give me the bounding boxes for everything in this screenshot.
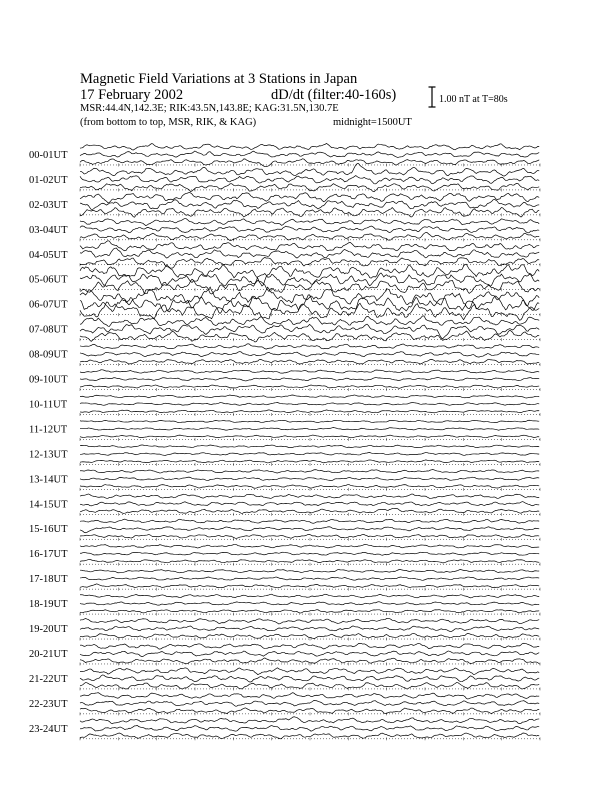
trace-KAG-20-21UT — [80, 643, 539, 649]
trace-RIK-23-24UT — [80, 725, 539, 731]
trace-MSR-00-01UT — [80, 159, 539, 167]
hour-label-16-17UT: 16-17UT — [29, 549, 68, 561]
trace-MSR-12-13UT — [80, 460, 539, 463]
trace-KAG-16-17UT — [80, 544, 539, 548]
trace-KAG-00-01UT — [80, 143, 539, 150]
trace-RIK-10-11UT — [80, 402, 539, 405]
hour-label-21-22UT: 21-22UT — [29, 673, 68, 685]
trace-KAG-14-15UT — [80, 494, 539, 499]
trace-MSR-14-15UT — [80, 509, 539, 514]
trace-RIK-18-19UT — [80, 602, 539, 605]
trace-KAG-12-13UT — [80, 445, 539, 448]
trace-KAG-19-20UT — [80, 618, 539, 624]
hour-label-18-19UT: 18-19UT — [29, 599, 68, 611]
trace-KAG-06-07UT — [80, 287, 539, 309]
hour-label-23-24UT: 23-24UT — [29, 723, 68, 735]
trace-KAG-04-05UT — [80, 241, 539, 251]
trace-RIK-05-06UT — [80, 273, 539, 286]
trace-KAG-09-10UT — [80, 370, 539, 373]
trace-MSR-02-03UT — [80, 208, 539, 218]
trace-KAG-21-22UT — [80, 668, 539, 675]
trace-RIK-19-20UT — [80, 626, 539, 632]
trace-RIK-01-02UT — [80, 176, 539, 184]
trace-RIK-11-12UT — [80, 428, 539, 431]
hour-label-11-12UT: 11-12UT — [29, 424, 68, 436]
trace-MSR-19-20UT — [80, 633, 539, 638]
trace-KAG-13-14UT — [80, 470, 539, 474]
hour-label-04-05UT: 04-05UT — [29, 249, 68, 261]
station-coordinates: MSR:44.4N,142.3E; RIK:43.5N,143.8E; KAG:31.5N,130.7E — [80, 103, 339, 114]
trace-MSR-23-24UT — [80, 733, 539, 739]
hour-label-10-11UT: 10-11UT — [29, 399, 68, 411]
trace-RIK-12-13UT — [80, 452, 539, 455]
trace-RIK-21-22UT — [80, 675, 539, 682]
trace-KAG-18-19UT — [80, 594, 539, 598]
hour-label-17-18UT: 17-18UT — [29, 574, 68, 586]
hour-label-08-09UT: 08-09UT — [29, 349, 68, 361]
hour-label-01-02UT: 01-02UT — [29, 174, 68, 186]
trace-MSR-04-05UT — [80, 257, 539, 268]
hour-label-03-04UT: 03-04UT — [29, 224, 68, 236]
trace-MSR-01-02UT — [80, 183, 539, 191]
trace-KAG-10-11UT — [80, 395, 539, 398]
trace-KAG-15-16UT — [80, 519, 539, 523]
trace-MSR-05-06UT — [80, 279, 539, 294]
trace-MSR-15-16UT — [80, 534, 539, 538]
trace-MSR-11-12UT — [80, 435, 539, 438]
trace-KAG-22-23UT — [80, 693, 539, 699]
trace-KAG-08-09UT — [80, 344, 539, 349]
trace-RIK-14-15UT — [80, 502, 539, 506]
trace-MSR-18-19UT — [80, 610, 539, 613]
hour-label-06-07UT: 06-07UT — [29, 299, 68, 311]
trace-RIK-17-18UT — [80, 577, 539, 580]
trace-MSR-17-18UT — [80, 584, 539, 588]
trace-KAG-23-24UT — [80, 717, 539, 724]
trace-KAG-05-06UT — [80, 264, 539, 286]
hour-label-20-21UT: 20-21UT — [29, 649, 68, 660]
trace-RIK-22-23UT — [80, 701, 539, 707]
trace-RIK-08-09UT — [80, 352, 539, 357]
trace-RIK-00-01UT — [80, 151, 539, 158]
trace-KAG-01-02UT — [80, 164, 539, 177]
trace-order-note: (from bottom to top, MSR, RIK, & KAG) — [80, 117, 257, 128]
trace-RIK-04-05UT — [80, 248, 539, 258]
hour-label-12-13UT: 12-13UT — [29, 449, 68, 461]
trace-RIK-13-14UT — [80, 477, 539, 480]
trace-KAG-11-12UT — [80, 420, 539, 422]
hour-label-19-20UT: 19-20UT — [29, 624, 68, 635]
hour-label-14-15UT: 14-15UT — [29, 499, 68, 511]
hour-label-22-23UT: 22-23UT — [29, 698, 68, 710]
scale-label: 1.00 nT at T=80s — [439, 94, 508, 105]
trace-MSR-20-21UT — [80, 658, 539, 664]
hour-label-09-10UT: 09-10UT — [29, 374, 68, 386]
trace-MSR-13-14UT — [80, 484, 539, 488]
trace-MSR-09-10UT — [80, 385, 539, 388]
trace-RIK-03-04UT — [80, 226, 539, 233]
trace-MSR-16-17UT — [80, 559, 539, 563]
trace-MSR-06-07UT — [80, 302, 539, 320]
midnight-note: midnight=1500UT — [333, 117, 412, 128]
trace-MSR-08-09UT — [80, 359, 539, 364]
hour-label-02-03UT: 02-03UT — [29, 199, 68, 211]
hour-label-13-14UT: 13-14UT — [29, 474, 68, 486]
trace-RIK-20-21UT — [80, 651, 539, 657]
hour-label-00-01UT: 00-01UT — [29, 150, 68, 161]
component-filter-label: dD/dt (filter:40-160s) — [271, 87, 397, 103]
hour-label-15-16UT: 15-16UT — [29, 524, 68, 536]
trace-KAG-17-18UT — [80, 570, 539, 573]
hour-label-05-06UT: 05-06UT — [29, 274, 68, 286]
trace-MSR-03-04UT — [80, 232, 539, 240]
trace-RIK-16-17UT — [80, 552, 539, 555]
trace-MSR-22-23UT — [80, 708, 539, 714]
trace-MSR-21-22UT — [80, 682, 539, 689]
trace-RIK-09-10UT — [80, 378, 539, 381]
chart-title: Magnetic Field Variations at 3 Stations in Japan — [80, 71, 358, 87]
chart-date: 17 February 2002 — [80, 87, 184, 103]
trace-KAG-03-04UT — [80, 218, 539, 225]
trace-RIK-15-16UT — [80, 527, 539, 533]
trace-MSR-10-11UT — [80, 410, 539, 413]
hour-label-07-08UT: 07-08UT — [29, 324, 68, 336]
trace-KAG-02-03UT — [80, 192, 539, 203]
